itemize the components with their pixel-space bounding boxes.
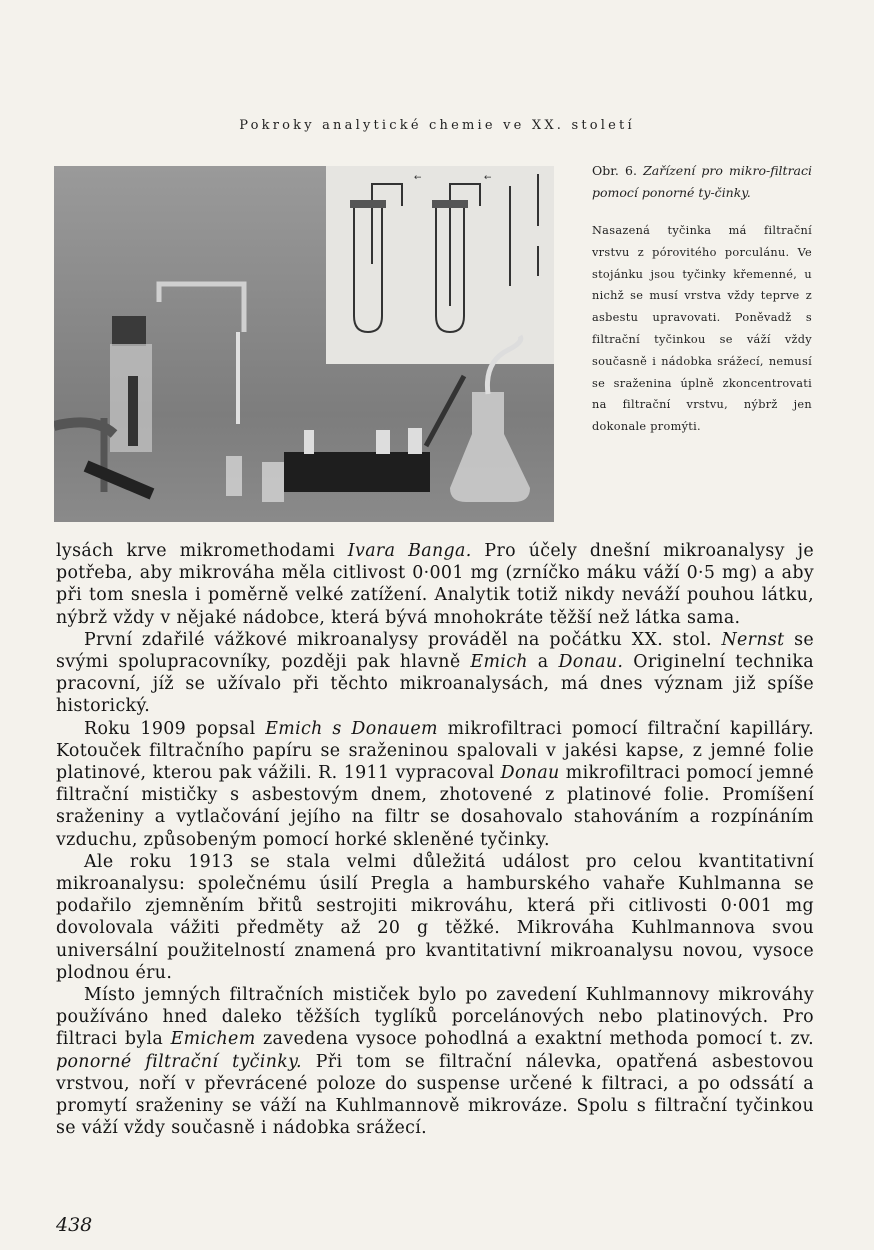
italic-run: Ivara Banga.	[347, 541, 472, 561]
italic-run: Emichem	[170, 1029, 256, 1050]
text-run: Při tom se filtrační nálevka, opatřená asbestovou vrstvou, noří v převrácené poloze do suspense určené k filtraci, a po odssátí a promytí sraženiny se váží na Kuhlmannově mikrováze. Spolu s filtrační tyčinkou se váží vždy současně i nádobka srážecí.	[56, 1051, 814, 1139]
caption-title-text: Zařízení pro mikro-filtraci pomocí ponorné ty-činky.	[592, 163, 812, 200]
text-run: lysách krve mikromethodami	[56, 541, 348, 561]
text-run: První zdařilé vážkové mikroanalysy prováděl na počátku XX. stol.	[84, 629, 722, 650]
text-run: Místo jemných filtračních mističek bylo po zavedení Kuhlmannovy mikrováhy používáno hned daleko těžších tyglíků porcelánových nebo platinových. Pro filtraci byla	[56, 985, 814, 1050]
italic-run: ponorné filtrační tyčinky.	[56, 1051, 302, 1072]
italic-run: Donau	[500, 763, 560, 784]
italic-run: Emich	[470, 652, 528, 673]
figure-caption	[592, 160, 812, 438]
italic-run: Emich s Donauem	[265, 718, 438, 739]
svg-text:←: ←	[414, 173, 422, 183]
italic-run: Nernst	[721, 629, 785, 650]
text-run: Roku 1909 popsal	[84, 718, 266, 739]
text-run: Ale roku 1913 se stala velmi důležitá událost pro celou kvantitativní mikroanalysu: společnému úsilí Pregla a hamburského vahaře Kuhlmanna se podařilo zjemněním břitů sestrojiti mikrováhu, která při citlivosti 0·001 mg dovolovala vážiti předměty až 20 g těžké. Mikrováha Kuhlmannova svou universální použitelností znamená pro kvantitativní mikroanalysu novou, vysoce plodnou éru.	[56, 851, 814, 983]
figure-photo	[54, 166, 554, 522]
text-run: a	[527, 652, 559, 673]
text-run: mikrofiltraci pomocí jemné filtrační mističky s asbestovým dnem, zhotovené z platinové folie. Promíšení sraženiny a vytlačování jejího na filtr se dosahovalo stahováním a rozpínáním vzduchu, způsobeným pomocí horké skleněné tyčinky.	[56, 763, 814, 850]
body-text	[56, 540, 814, 1139]
text-run: Originelní technika pracovní, jíž se užívalo při těchto mikroanalysách, má dnes význam již spíše historický.	[56, 652, 814, 717]
italic-run: Donau.	[558, 652, 624, 673]
paragraph-5	[56, 984, 814, 1139]
text-run: mikrofiltraci pomocí filtrační kapilláry. Kotouček filtračního papíru se sraženinou spalovali v jakési kapse, z jemné folie platinové, kterou pak vážili. R. 1911 vypracoval	[56, 718, 815, 784]
caption-body: Nasazená tyčinka má filtrační vrstvu z pórovitého porculánu. Ve stojánku jsou tyčinky křemenné, u nichž se musí vrstva vždy teprve z asbestu upravovati. Poněvadž s filtrační tyčinkou se váží vždy současně i nádobka srážecí, nemusí se sraženina úplně zkoncentrovati na filtrační vrstvu, nýbrž jen dokonale promýti.	[592, 224, 812, 434]
page-number: 438	[56, 1214, 93, 1236]
svg-text:←: ←	[484, 173, 492, 183]
text-run: zavedena vysoce pohodlná a exaktní methoda pomocí t. zv.	[255, 1029, 814, 1050]
paragraph-3	[56, 718, 814, 851]
caption-title	[592, 160, 812, 204]
schematic-inset	[326, 166, 554, 364]
paragraph-4	[56, 851, 814, 984]
text-run: se svými spolupracovníky, později pak hlavně	[56, 629, 814, 673]
caption-lead: Obr. 6.	[592, 163, 637, 178]
paragraph-2	[56, 629, 814, 718]
text-run: Pro účely dnešní mikroanalysy je potřeba, aby mikrováha měla citlivost 0·001 mg (zrníčko máku váží 0·5 mg) a aby při tom snesla i poměrně velké zatížení. Analytik totiž nikdy neváží pouhou látku, nýbrž vždy v nějaké nádobce, která bývá mnohokráte těžší než látka sama.	[56, 541, 814, 628]
running-head: Pokroky analytické chemie ve XX. století	[239, 118, 635, 133]
paragraph-1	[56, 540, 814, 629]
